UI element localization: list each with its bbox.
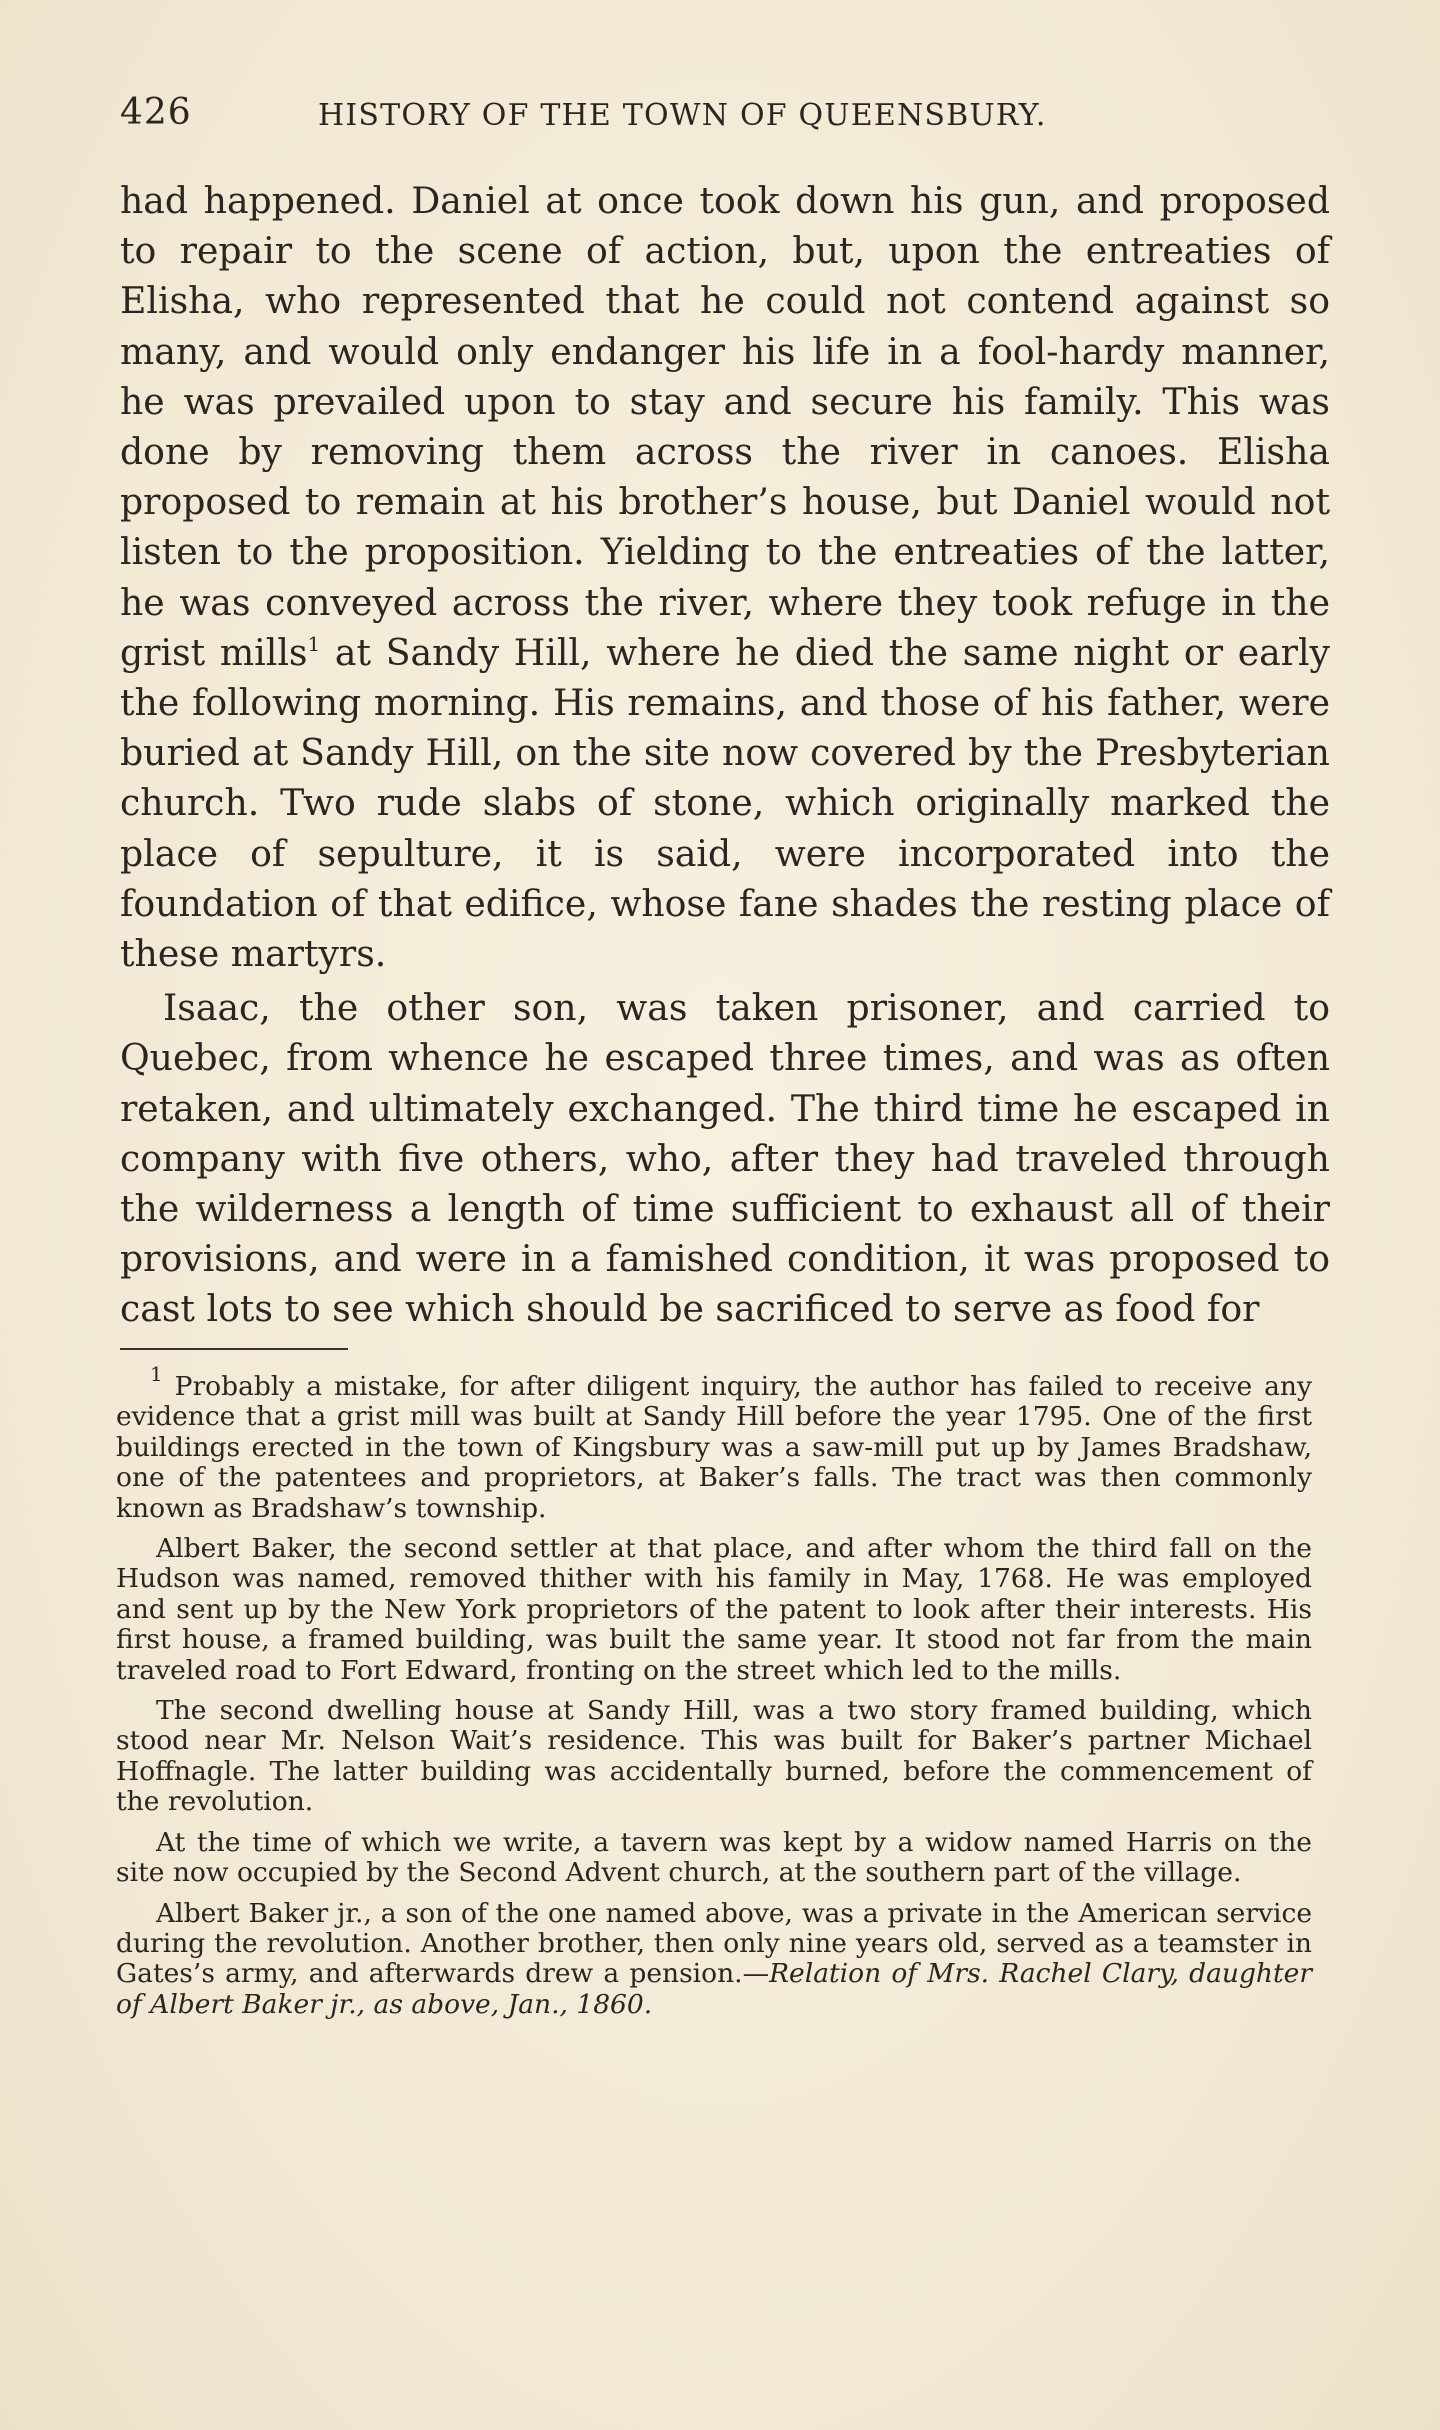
footnotes (116, 1362, 1312, 2030)
paragraph-2: Isaac, the other son, was taken prisoner, and carried to Quebec, from whence he escaped three times, and was as often retaken, and ultimately exchanged. The third time he escaped in company with five others, who, after they had traveled through the wilderness a length of time sufficient to exhaust all of their provisions, and were in a famished condition, it was proposed to cast lots to see which should be sacrificed to serve as food for (120, 986, 1330, 1331)
footnote-1 (116, 1362, 1312, 1524)
footnote-paragraph-5-text: Albert Baker jr., a son of the one named above, was a private in the American service during the revolution. Another brother, then only nine years old, served as a teamster in Gates’s army, and afterwards drew a pension.— (116, 1897, 1312, 1990)
running-head: HISTORY OF THE TOWN OF QUEENSBURY. (318, 98, 1047, 133)
footnote-paragraph-2: Albert Baker, the second settler at that place, and after whom the third fall on the Hudson was named, removed thither with his family in May, 1768. He was employed and sent up by the New York proprietors of the patent to look after their interests. His first house, a framed building, was built the same year. It stood not far from the main traveled road to Fort Edward, fronting on the street which led to the mills. (116, 1533, 1312, 1686)
footnote-citation: Relation of Mrs. Rachel Clary, daughter of Albert Baker jr., as above, Jan., 1860. (116, 1958, 1312, 2020)
footnote-divider (120, 1348, 348, 1350)
footnote-reference: 1 (307, 631, 321, 656)
main-text (120, 176, 1330, 1335)
footnote-paragraph-5 (116, 1899, 1312, 2021)
paragraph-1 (120, 176, 1330, 979)
page-number: 426 (120, 92, 192, 133)
page-header (120, 92, 1330, 148)
footnote-paragraph-4: At the time of which we write, a tavern was kept by a widow named Harris on the site now occupied by the Second Advent church, at the southern part of the village. (116, 1826, 1312, 1889)
paragraph-1-text-a: had happened. Daniel at once took down his gun, and proposed to repair to the scene of action, but, upon the entreaties of Elisha, who represented that he could not contend against so many, and would only endanger his life in a fool-hardy manner, he was prevailed upon to stay and secure his family. This was done by removing them across the river in canoes. Elisha proposed to remain at his brother’s house, but Daniel would not listen to the proposition. Yielding to the entreaties of the latter, he was conveyed across the river, where they took refuge in the grist mills (120, 179, 1330, 674)
footnote-1-text: Probably a mistake, for after diligent inquiry, the author has failed to receive any evidence that a grist mill was built at Sandy Hill before the year 1795. One of the first buildings erected in the town of Kingsbury was a saw-mill put up by James Bradshaw, one of the patentees and proprietors, at Baker’s falls. The tract was then commonly known as Bradshaw’s township. (116, 1371, 1312, 1524)
footnote-marker: 1 (150, 1362, 163, 1386)
footnote-paragraph-3: The second dwelling house at Sandy Hill, was a two story framed building, which stood near Mr. Nelson Wait’s residence. This was built for Baker’s partner Michael Hoffnagle. The latter building was accidentally burned, before the commencement of the revolution. (116, 1695, 1312, 1818)
paragraph-1-text-b: at Sandy Hill, where he died the same night or early the following morning. His remains, and those of his father, were buried at Sandy Hill, on the site now covered by the Presbyterian church. Two rude slabs of stone, which originally marked the place of sepulture, it is said, were incorporated into the foundation of that edifice, whose fane shades the resting place of these martyrs. (120, 630, 1330, 976)
